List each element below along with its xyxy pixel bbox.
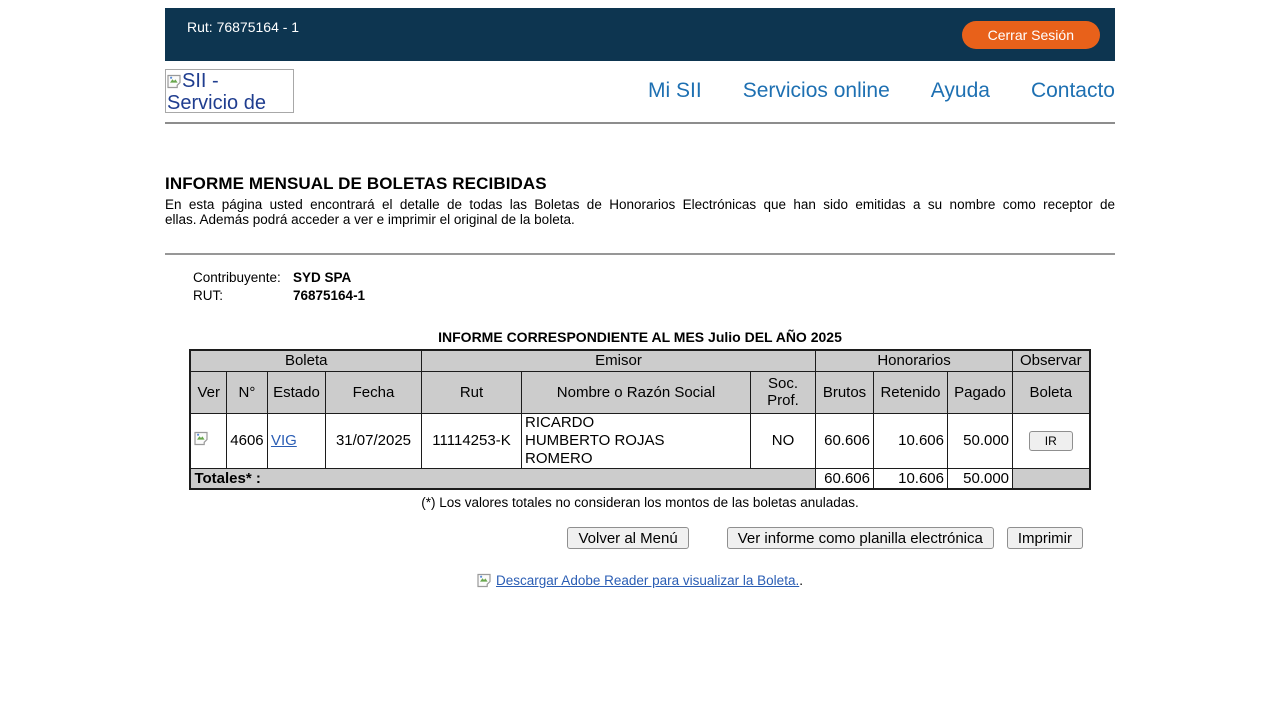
cell-numero: 4606	[226, 413, 267, 468]
header-divider	[165, 122, 1115, 124]
ir-button[interactable]: IR	[1029, 431, 1073, 451]
broken-image-icon	[477, 573, 491, 588]
col-header-boleta: Boleta	[1013, 371, 1090, 413]
group-header-observar: Observar	[1013, 350, 1090, 371]
nav-contacto[interactable]: Contacto	[1030, 79, 1115, 102]
site-header	[165, 69, 1115, 113]
col-header-nombre: Nombre o Razón Social	[522, 371, 751, 413]
col-header-numero: N°	[226, 371, 267, 413]
report-table-title: INFORME CORRESPONDIENTE AL MES Julio DEL AÑO 2025	[438, 329, 842, 345]
section-divider	[165, 253, 1115, 255]
cell-observar	[1013, 413, 1090, 468]
download-adobe-reader-link[interactable]: Descargar Adobe Reader para visualizar la Boleta.	[496, 573, 800, 588]
view-spreadsheet-button[interactable]: Ver informe como planilla electrónica	[727, 527, 994, 549]
page-description	[165, 197, 1115, 227]
table-column-header-row	[190, 371, 1089, 413]
contributor-rut-value: 76875164-1	[293, 288, 366, 303]
col-header-ver: Ver	[190, 371, 226, 413]
totals-pagado: 50.000	[948, 468, 1013, 489]
totals-retenido: 10.606	[874, 468, 948, 489]
print-button[interactable]: Imprimir	[1007, 527, 1083, 549]
back-to-menu-button[interactable]: Volver al Menú	[567, 527, 688, 549]
cell-pagado: 50.000	[948, 413, 1013, 468]
emisor-nombre: RICARDO HUMBERTO ROJAS ROMERO	[525, 413, 665, 467]
contributor-name-row	[193, 269, 1115, 287]
cell-ver	[190, 413, 226, 468]
broken-image-icon	[167, 74, 181, 89]
page-description-line1: En esta página usted encontrará el detalle de todas las Boletas de Honorarios Electrónicas que han sido emitidas a su nombre como receptor de	[165, 197, 1115, 212]
nav-servicios-online[interactable]: Servicios online	[742, 79, 890, 102]
nav-ayuda[interactable]: Ayuda	[930, 79, 990, 102]
col-header-pagado: Pagado	[948, 371, 1013, 413]
sii-logo[interactable]	[165, 69, 294, 113]
contributor-name-value: SYD SPA	[293, 270, 352, 285]
group-header-emisor: Emisor	[422, 350, 816, 371]
table-group-header-row	[190, 350, 1089, 371]
adobe-reader-row	[165, 573, 1115, 588]
cell-nombre	[522, 413, 751, 468]
group-header-honorarios: Honorarios	[816, 350, 1013, 371]
logout-button[interactable]: Cerrar Sesión	[962, 21, 1100, 49]
totals-observar-empty	[1013, 468, 1090, 489]
session-rut-label: Rut: 76875164 - 1	[187, 19, 300, 35]
cell-rut-emisor: 11114253-K	[422, 413, 522, 468]
session-topbar	[165, 8, 1115, 61]
col-header-retenido: Retenido	[874, 371, 948, 413]
estado-vig-link[interactable]: VIG	[270, 432, 297, 449]
adobe-link-suffix: .	[799, 573, 803, 588]
page-title: INFORME MENSUAL DE BOLETAS RECIBIDAS	[165, 174, 547, 193]
contributor-rut-label: RUT:	[193, 288, 223, 303]
contributor-info	[165, 269, 1115, 305]
page-container	[165, 8, 1115, 588]
view-boleta-link[interactable]	[194, 433, 208, 450]
col-header-estado: Estado	[267, 371, 325, 413]
totals-label: Totales* :	[190, 468, 815, 489]
table-footnote: (*) Los valores totales no consideran los montos de las boletas anuladas.	[421, 495, 859, 510]
boletas-table	[189, 349, 1090, 490]
broken-image-icon	[194, 431, 208, 446]
cell-retenido: 10.606	[874, 413, 948, 468]
cell-brutos: 60.606	[816, 413, 874, 468]
contributor-name-label: Contribuyente:	[193, 270, 281, 285]
totals-row	[190, 468, 1089, 489]
sii-logo-alt-text: SII - Servicio de	[167, 70, 266, 113]
main-nav	[648, 79, 1115, 103]
col-header-soc-prof: Soc. Prof.	[751, 371, 816, 413]
cell-fecha: 31/07/2025	[325, 413, 421, 468]
page-description-line2: ellas. Además podrá acceder a ver e imprimir el original de la boleta.	[165, 212, 575, 227]
group-header-boleta: Boleta	[190, 350, 421, 371]
totals-brutos: 60.606	[816, 468, 874, 489]
contributor-rut-row	[193, 287, 1115, 305]
cell-soc-prof: NO	[751, 413, 816, 468]
col-header-brutos: Brutos	[816, 371, 874, 413]
nav-mi-sii[interactable]: Mi SII	[648, 79, 702, 102]
col-header-fecha: Fecha	[325, 371, 421, 413]
cell-estado	[267, 413, 325, 468]
table-row	[190, 413, 1089, 468]
actions-bar	[165, 527, 1115, 549]
col-header-rut: Rut	[422, 371, 522, 413]
